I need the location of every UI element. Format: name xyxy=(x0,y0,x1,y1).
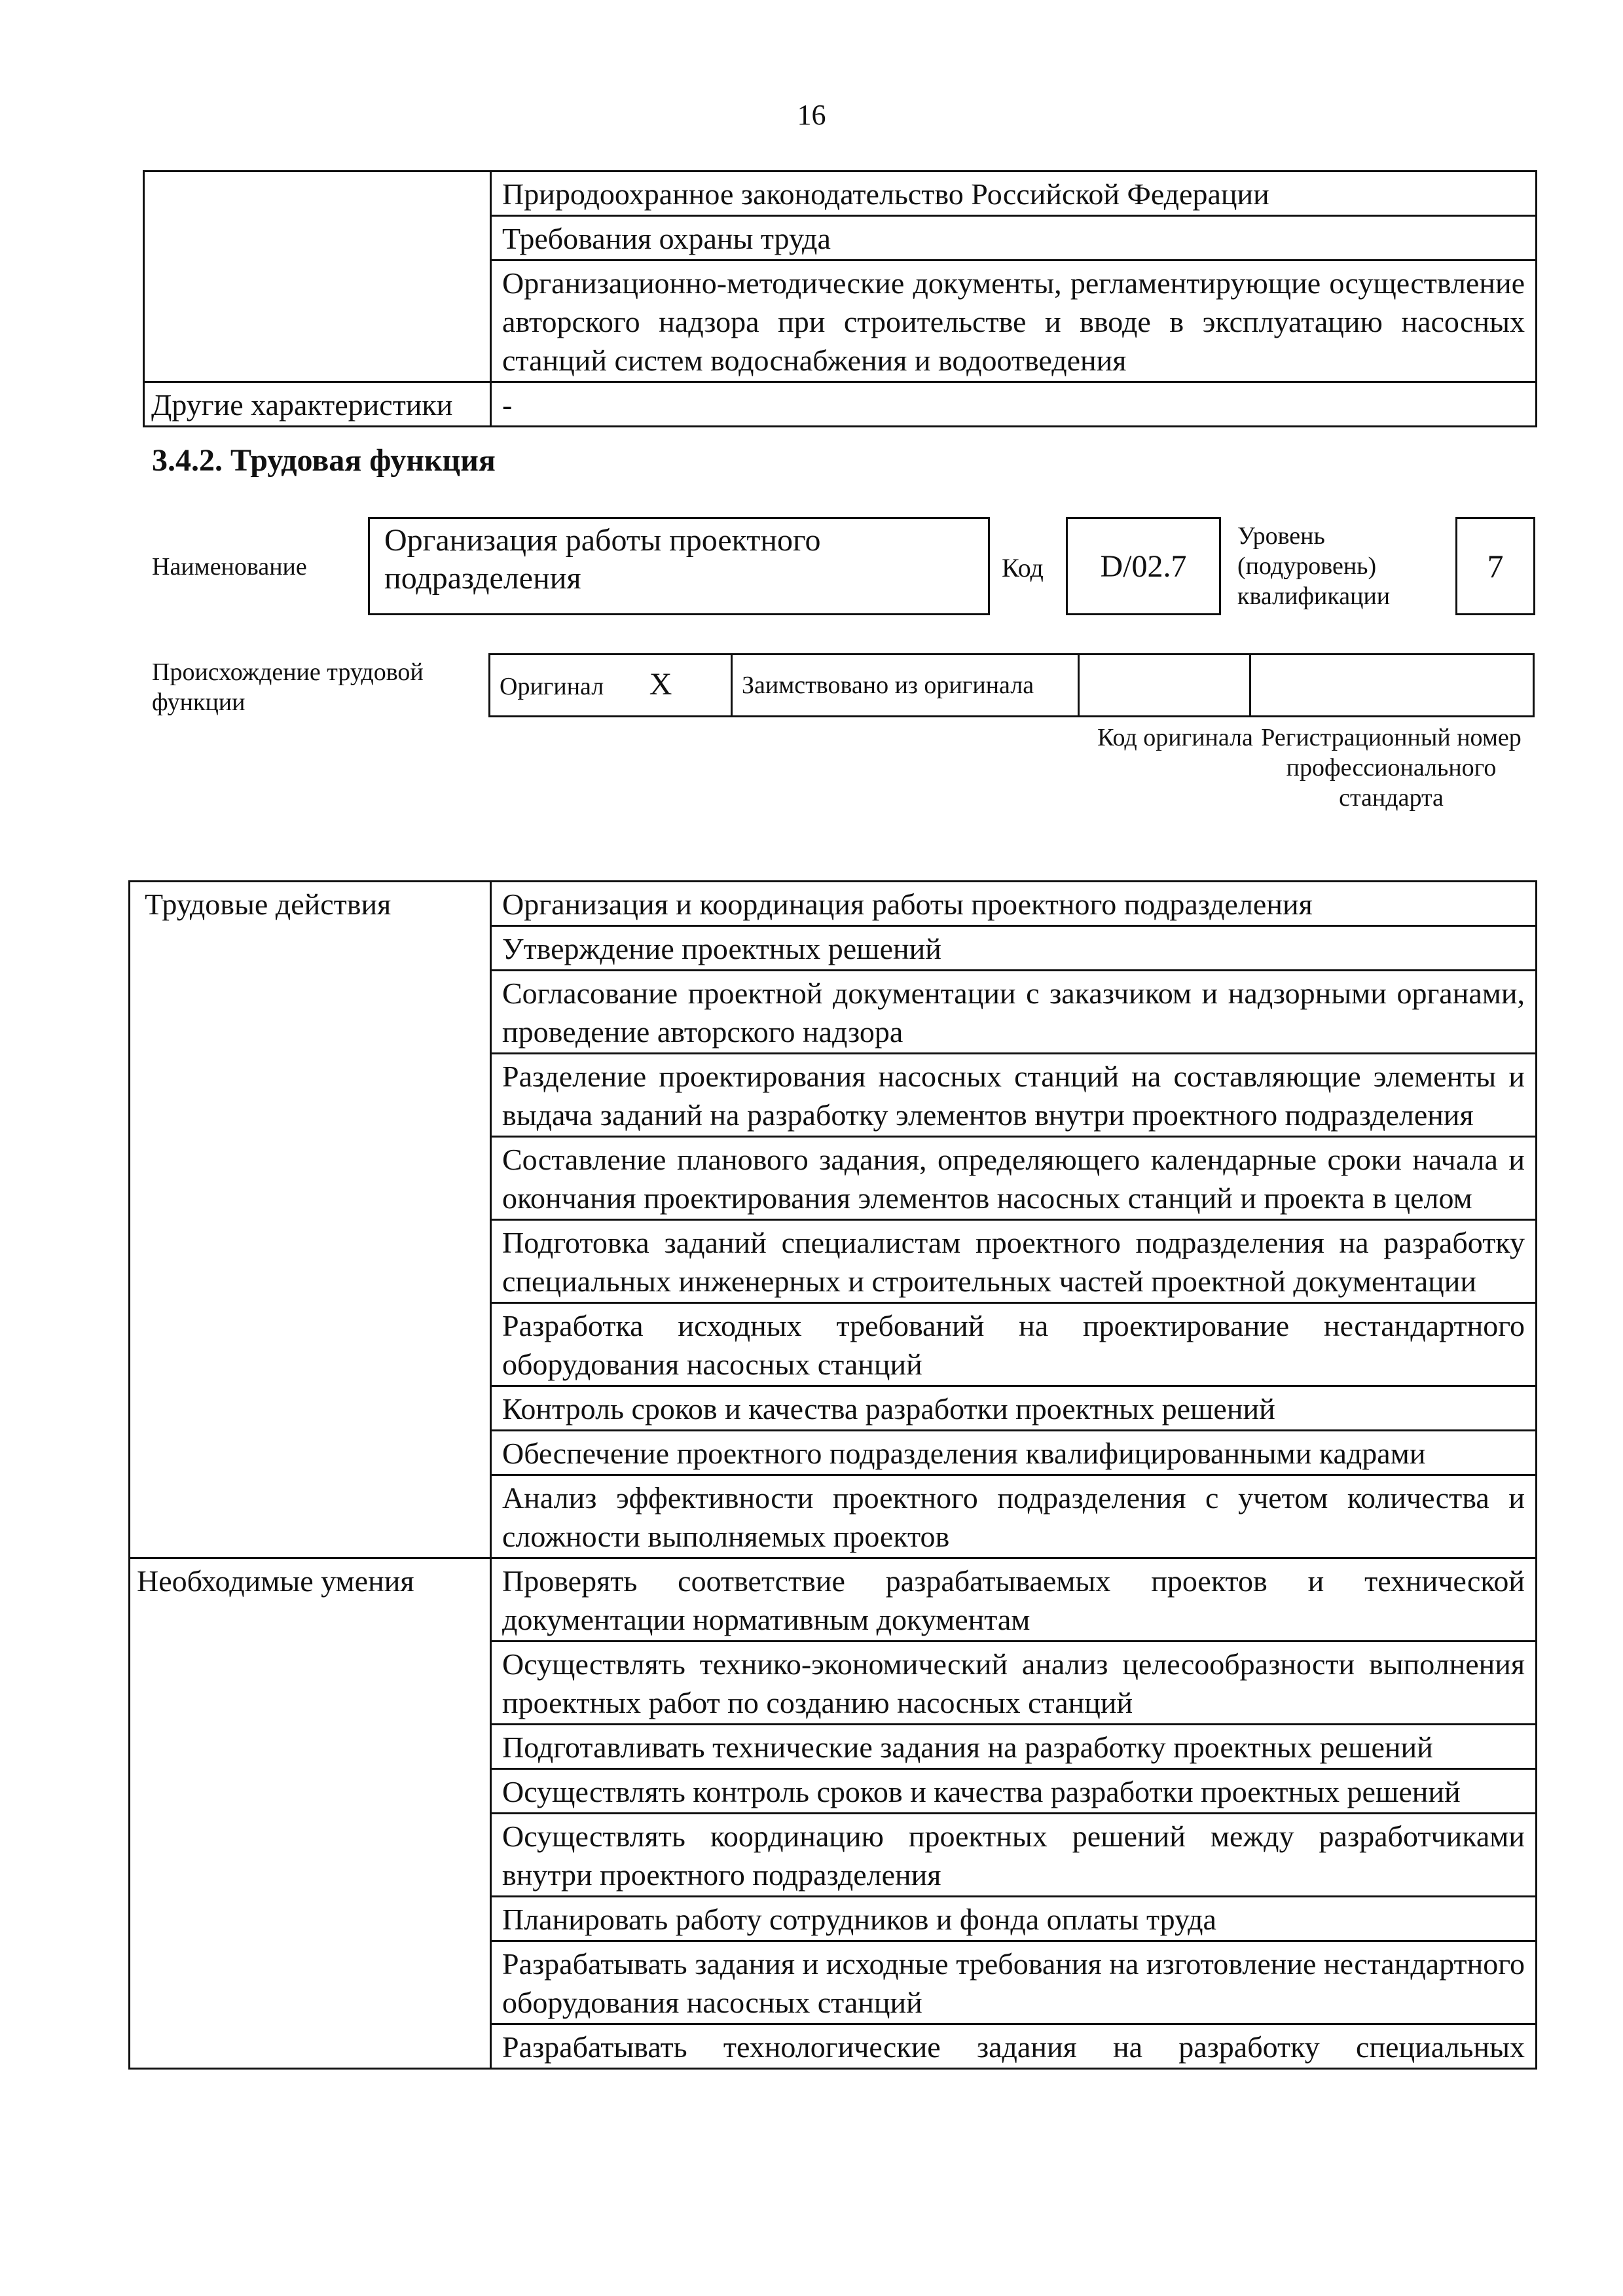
skills-label: Необходимые умения xyxy=(130,1558,491,2069)
level-value: 7 xyxy=(1455,517,1535,615)
table-row xyxy=(130,1558,1537,1641)
action-item: Обеспечение проектного подразделения квалифицированными кадрами xyxy=(491,1431,1537,1475)
skill-item: Разрабатывать технологические задания на разработку специальных xyxy=(491,2024,1537,2069)
section-heading: 3.4.2. Трудовая функция xyxy=(152,443,496,478)
action-item: Анализ эффективности проектного подразделения с учетом количества и сложности выполняемых проектов xyxy=(491,1475,1537,1558)
skill-item: Проверять соответствие разрабатываемых проектов и технической документации нормативным документам xyxy=(491,1558,1537,1641)
name-label: Наименование xyxy=(152,553,307,581)
reg-number-caption: Регистрационный номер профессионального стандарта xyxy=(1261,724,1522,812)
table-row xyxy=(490,655,1534,717)
skill-item: Осуществлять контроль сроков и качества разработки проектных решений xyxy=(491,1769,1537,1814)
action-item: Подготовка заданий специалистам проектного подразделения на разработку специальных инженерных и строительных частей проектной документации xyxy=(491,1220,1537,1303)
knowledge-item: Организационно-методические документы, регламентирующие осуществление авторского надзора при строительстве и вводе в эксплуатацию насосных станций систем водоснабжения и водоотведения xyxy=(491,260,1537,382)
original-mark: X xyxy=(649,666,672,702)
other-characteristics-label: Другие характеристики xyxy=(144,382,491,427)
origin-table xyxy=(488,653,1535,717)
action-item: Разделение проектирования насосных станций на составляющие элементы и выдача заданий на разработку элементов внутри проектного подразделения xyxy=(491,1054,1537,1137)
other-characteristics-value: - xyxy=(491,382,1537,427)
action-item: Контроль сроков и качества разработки проектных решений xyxy=(491,1386,1537,1431)
borrowed-label: Заимствовано из оригинала xyxy=(732,655,1079,717)
table-row xyxy=(144,171,1537,216)
actions-label: Трудовые действия xyxy=(130,882,491,1558)
knowledge-item: Требования охраны труда xyxy=(491,216,1537,260)
page-number: 16 xyxy=(797,99,826,131)
reg-number-cell xyxy=(1250,655,1534,717)
knowledge-label-cell xyxy=(144,171,491,382)
name-value: Организация работы проектного подразделения xyxy=(368,517,990,615)
original-label: Оригинал xyxy=(500,672,604,700)
code-original-cell xyxy=(1079,655,1250,717)
skill-item: Осуществлять технико-экономический анализ целесообразности выполнения проектных работ по созданию насосных станций xyxy=(491,1641,1537,1725)
action-item: Составление планового задания, определяющего календарные сроки начала и окончания проектирования элементов насосных станций и проекта в целом xyxy=(491,1137,1537,1220)
skill-item: Осуществлять координацию проектных решений между разработчиками внутри проектного подразделения xyxy=(491,1814,1537,1897)
action-item: Согласование проектной документации с заказчиком и надзорными органами, проведение авторского надзора xyxy=(491,971,1537,1054)
skill-item: Подготавливать технические задания на разработку проектных решений xyxy=(491,1725,1537,1769)
knowledge-item: Природоохранное законодательство Российской Федерации xyxy=(491,171,1537,216)
function-table xyxy=(128,880,1537,2070)
action-item: Разработка исходных требований на проектирование нестандартного оборудования насосных станций xyxy=(491,1303,1537,1386)
knowledge-table xyxy=(143,170,1537,427)
table-row xyxy=(144,382,1537,427)
table-row xyxy=(130,882,1537,926)
action-item: Организация и координация работы проектного подразделения xyxy=(491,882,1537,926)
code-original-caption: Код оригинала xyxy=(1097,724,1253,751)
action-item: Утверждение проектных решений xyxy=(491,926,1537,971)
level-label: Уровень (подуровень) квалификации xyxy=(1237,522,1391,610)
skill-item: Разрабатывать задания и исходные требования на изготовление нестандартного оборудования насосных станций xyxy=(491,1941,1537,2024)
original-cell xyxy=(490,655,732,717)
skill-item: Планировать работу сотрудников и фонда оплаты труда xyxy=(491,1897,1537,1941)
code-label: Код xyxy=(1002,553,1044,583)
code-value: D/02.7 xyxy=(1066,517,1221,615)
origin-label: Происхождение трудовой функции xyxy=(152,658,424,716)
